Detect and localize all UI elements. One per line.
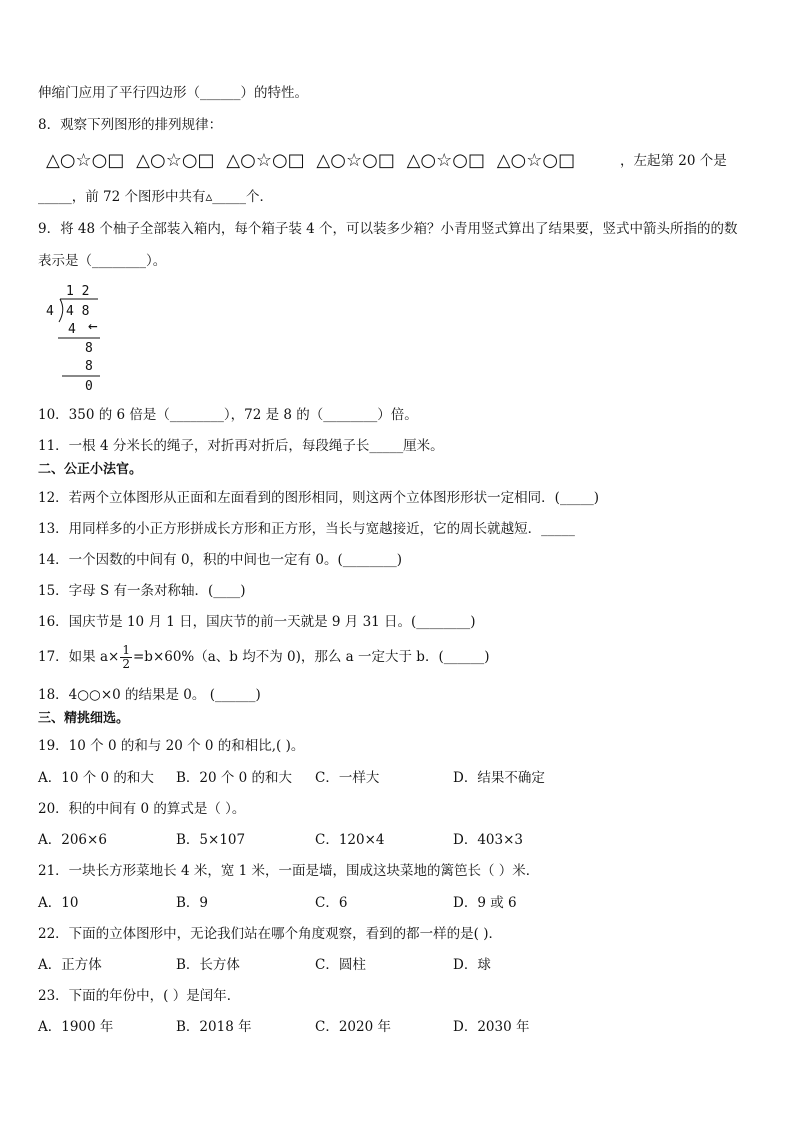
shape-group: △○☆○□ <box>496 150 576 171</box>
shape-sequence <box>46 150 581 171</box>
q16: 16．国庆节是 10 月 1 日，国庆节的前一天就是 9 月 31 日。(________) <box>38 614 476 630</box>
shape-group: △○☆○□ <box>136 150 215 171</box>
q23-option-c: C．2020 年 <box>315 1019 391 1035</box>
step2-product: 8 <box>85 359 93 374</box>
shape-group: △○☆○□ <box>316 150 395 171</box>
shape-group: △○☆○□ <box>226 150 305 171</box>
q21-option-a: A．10 <box>38 895 79 911</box>
q17-suffix: =b×60%（a、b 均不为 0)，那么 a 一定大于 b．(______) <box>132 649 490 665</box>
q11: 11．一根 4 分米长的绳子，对折再对折后，每段绳子长_____厘米。 <box>38 438 444 454</box>
q19-option-b: B．20 个 0 的和大 <box>176 770 293 786</box>
division-rule <box>62 375 102 378</box>
section-2-heading: 二、公正小法官。 <box>38 462 143 477</box>
q13: 13．用同样多的小正方形拼成长方形和正方形，当长与宽越接近，它的周长就越短．_____ <box>38 521 575 537</box>
divisor: 4 <box>46 304 54 319</box>
q7-continuation: 伸缩门应用了平行四边形（______）的特性。 <box>38 85 308 101</box>
q20: 20．积的中间有 0 的算式是（ ）。 <box>38 801 246 817</box>
q22-option-a: A．正方体 <box>38 957 102 973</box>
dividend: 4 8 <box>66 304 90 319</box>
division-rule <box>58 337 102 340</box>
q21: 21．一块长方形菜地长 4 米，宽 1 米，一面是墙，围成这块菜地的篱笆长（ ）米． <box>38 863 540 879</box>
q18: 18．4○○×0 的结果是 0。 (______) <box>38 687 261 703</box>
q22-option-c: C．圆柱 <box>315 957 366 973</box>
q15: 15．字母 S 有一条对称轴．(____) <box>38 583 246 599</box>
q20-option-d: D．403×3 <box>453 832 523 848</box>
q12: 12．若两个立体图形从正面和左面看到的图形相同，则这两个立体图形形状一定相同．(_____) <box>38 490 599 506</box>
step1-product: 4 <box>68 322 76 337</box>
q22: 22．下面的立体图形中，无论我们站在哪个角度观察，看到的都一样的是( )． <box>38 926 503 942</box>
q10: 10．350 的 6 倍是（________），72 是 8 的（________）倍。 <box>38 407 418 423</box>
q20-option-a: A．206×6 <box>38 832 107 848</box>
q23-option-d: D．2030 年 <box>453 1019 530 1035</box>
q23: 23．下面的年份中，( ）是闰年． <box>38 988 241 1004</box>
q21-option-d: D．9 或 6 <box>453 895 517 911</box>
q22-option-b: B．长方体 <box>176 957 240 973</box>
q19-option-d: D．结果不确定 <box>453 770 545 786</box>
bring-down: 8 <box>85 341 93 356</box>
fraction-numerator: 1 <box>122 643 130 657</box>
q8-tail: ，左起第 20 个是 <box>620 153 727 169</box>
section-3-heading: 三、精挑细选。 <box>38 711 130 726</box>
q21-option-c: C．6 <box>315 895 348 911</box>
arrow-left-icon: ← <box>88 316 98 335</box>
q14: 14．一个因数的中间有 0，积的中间也一定有 0。(________) <box>38 552 402 568</box>
q21-option-b: B．9 <box>176 895 209 911</box>
q19-option-a: A．10 个 0 的和大 <box>38 770 154 786</box>
q23-option-a: A．1900 年 <box>38 1019 114 1035</box>
q17 <box>38 642 489 672</box>
q8-blanks: _____，前 72 个图形中共有▵_____个． <box>38 189 274 205</box>
shape-group: △○☆○□ <box>46 150 125 171</box>
q20-option-b: B．5×107 <box>176 832 246 848</box>
remainder: 0 <box>85 379 93 394</box>
q19-option-c: C．一样大 <box>315 770 380 786</box>
quotient: 1 2 <box>66 284 90 299</box>
shape-group: △○☆○□ <box>406 150 485 171</box>
q9-stem: 9．将 48 个柚子全部装入箱内，每个箱子装 4 个，可以装多少箱？小青用竖式算出了结果要，竖式中箭头所指的的数 <box>38 221 738 237</box>
q17-prefix: 17．如果 a× <box>38 649 120 665</box>
q22-option-d: D．球 <box>453 957 491 973</box>
q23-option-b: B．2018 年 <box>176 1019 252 1035</box>
fraction-denominator: 2 <box>122 657 130 671</box>
q9-blank: 表示是（________）。 <box>38 253 167 269</box>
q20-option-c: C．120×4 <box>315 832 385 848</box>
q19: 19．10 个 0 的和与 20 个 0 的和相比,( )。 <box>38 738 305 754</box>
fraction <box>120 644 132 671</box>
q8-stem: 8．观察下列图形的排列规律： <box>38 117 223 133</box>
